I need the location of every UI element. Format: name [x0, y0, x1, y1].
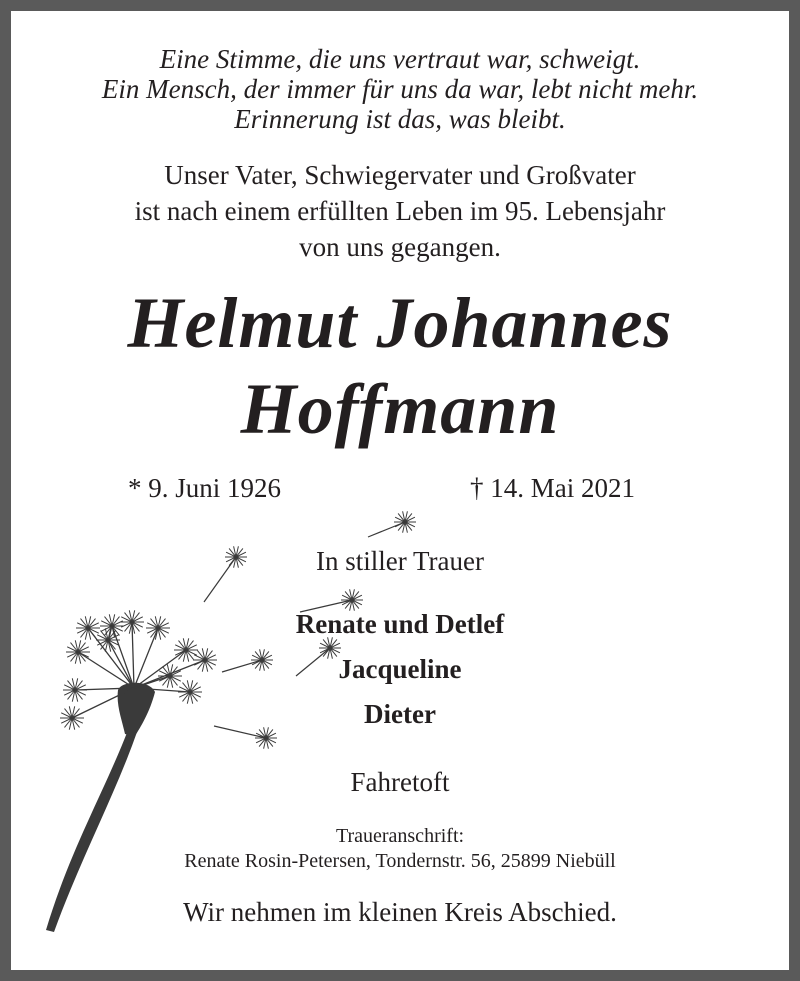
intro-line: ist nach einem erfüllten Leben im 95. Lebensjahr — [134, 196, 666, 226]
birth-date: * 9. Juni 1926 — [128, 473, 282, 503]
motto-line: Eine Stimme, die uns vertraut war, schweigt. — [159, 44, 641, 74]
mourning-heading: In stiller Trauer — [316, 546, 484, 576]
motto-line: Ein Mensch, der immer für uns da war, lebt nicht mehr. — [101, 74, 699, 104]
farewell-note: Wir nehmen im kleinen Kreis Abschied. — [183, 897, 617, 927]
motto-line: Erinnerung ist das, was bleibt. — [234, 104, 566, 134]
name-line: Hoffmann — [240, 369, 560, 449]
mourner-name: Dieter — [364, 699, 436, 729]
intro-text — [0, 157, 800, 265]
address-value: Renate Rosin-Petersen, Tondernstr. 56, 25899 Niebüll — [184, 850, 616, 872]
death-date: † 14. Mai 2021 — [470, 473, 635, 503]
intro-line: Unser Vater, Schwiegervater und Großvater — [164, 160, 636, 190]
intro-line: von uns gegangen. — [299, 232, 501, 262]
mourning-place: Fahretoft — [350, 767, 450, 797]
motto-verse — [0, 44, 800, 134]
mourner-name: Renate und Detlef — [295, 609, 505, 639]
deceased-name — [0, 280, 800, 452]
mourner-name: Jacqueline — [338, 654, 462, 684]
name-line: Helmut Johannes — [127, 283, 673, 363]
address-label: Traueranschrift: — [335, 825, 465, 847]
